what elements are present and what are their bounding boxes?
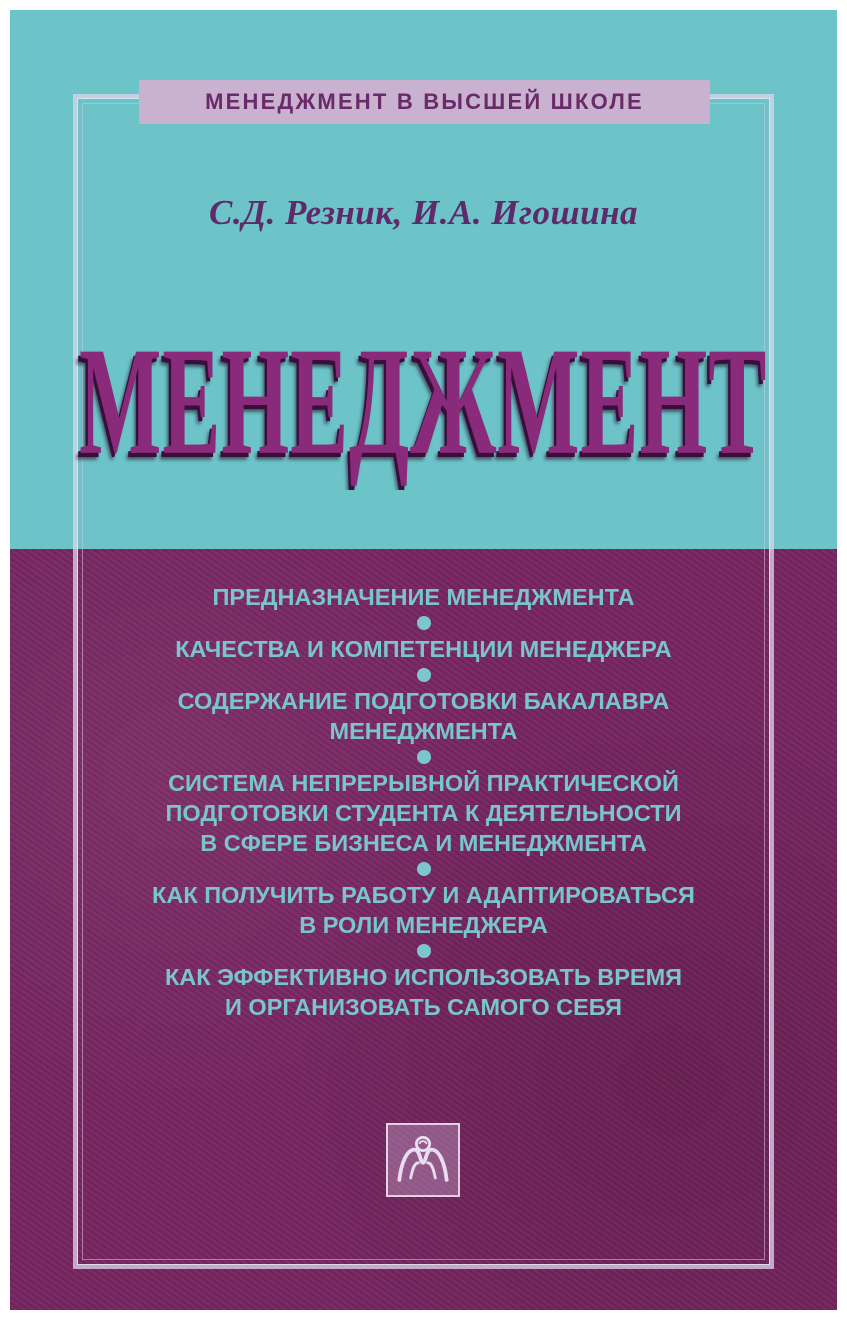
bullet-dot [417,750,431,764]
book-authors: С.Д. Резник, И.А. Игошина [209,193,638,232]
topic-line: ПРЕДНАЗНАЧЕНИЕ МЕНЕДЖМЕНТА [212,584,635,610]
book-cover [10,10,837,1310]
series-label: МЕНЕДЖМЕНТ В ВЫСШЕЙ ШКОЛЕ [205,89,644,114]
topic-item [10,686,837,746]
topic-item [10,582,837,612]
topic-line: В СФЕРЕ БИЗНЕСА И МЕНЕДЖМЕНТА [200,830,647,856]
topic-list [10,582,837,1022]
book-title [10,315,837,490]
topic-line: ПОДГОТОВКИ СТУДЕНТА К ДЕЯТЕЛЬНОСТИ [165,800,682,826]
bullet-dot [417,944,431,958]
topic-item [10,634,837,664]
topic-line: МЕНЕДЖМЕНТА [329,718,518,744]
topic-item [10,962,837,1022]
topic-line: КАЧЕСТВА И КОМПЕТЕНЦИИ МЕНЕДЖЕРА [175,636,672,662]
bullet-dot [417,668,431,682]
topic-line: КАК ПОЛУЧИТЬ РАБОТУ И АДАПТИРОВАТЬСЯ [152,882,695,908]
topic-line: КАК ЭФФЕКТИВНО ИСПОЛЬЗОВАТЬ ВРЕМЯ [164,964,683,990]
topic-line: В РОЛИ МЕНЕДЖЕРА [299,912,548,938]
bullet-dot [417,862,431,876]
series-banner [139,80,710,124]
topic-item [10,768,837,858]
topic-line: И ОРГАНИЗОВАТЬ САМОГО СЕБЯ [225,994,622,1020]
topic-item [10,880,837,940]
publisher-logo-icon [386,1123,460,1197]
topic-line: СОДЕРЖАНИЕ ПОДГОТОВКИ БАКАЛАВРА [177,688,670,714]
bullet-dot [417,616,431,630]
book-title-text: МЕНЕДЖМЕНТ [79,316,768,488]
topic-line: СИСТЕМА НЕПРЕРЫВНОЙ ПРАКТИЧЕСКОЙ [168,770,679,796]
